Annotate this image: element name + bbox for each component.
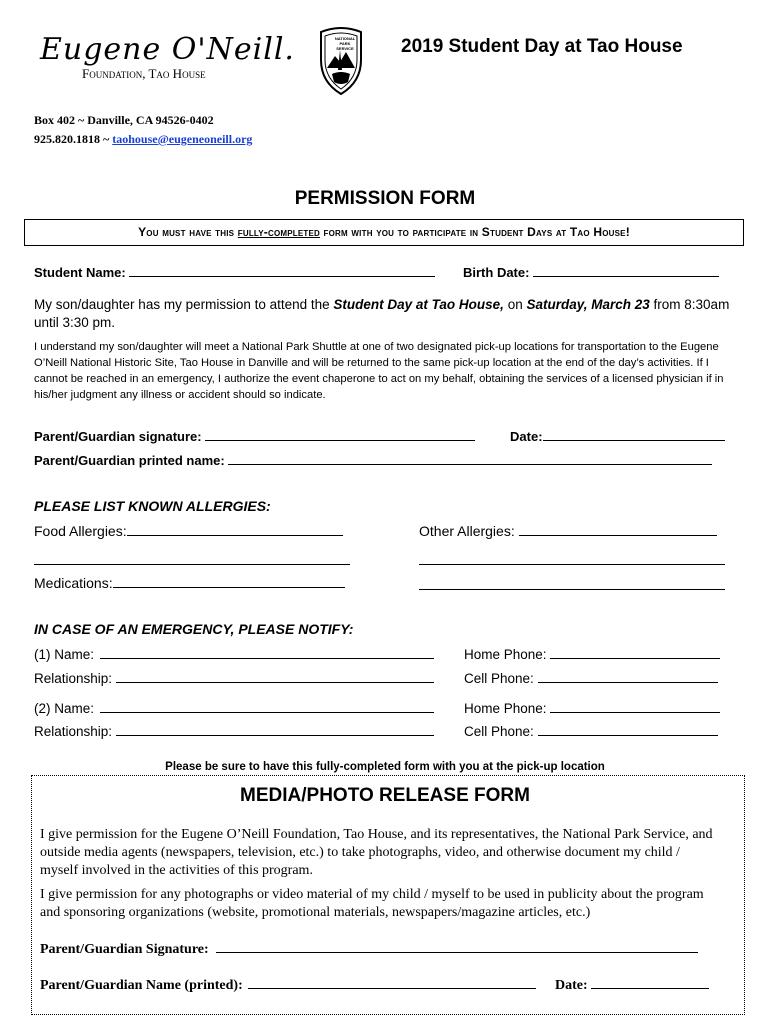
phone-text: 925.820.1818 ~ [34, 132, 113, 146]
consent-post: from 8:30am until 3:30 pm. [34, 297, 730, 330]
guardian-date-row: Date: [510, 428, 725, 444]
contact1-name-field[interactable] [100, 646, 434, 659]
birth-date-field[interactable] [533, 264, 719, 277]
email-link[interactable]: taohouse@eugeneoneill.org [112, 132, 253, 146]
contact2-home-label: Home Phone: [464, 701, 547, 716]
contact1-cell-label: Cell Phone: [464, 671, 534, 686]
nps-arrowhead-icon [318, 26, 364, 96]
understanding-paragraph: I understand my son/daughter will meet a National Park Shuttle at one of two designated pick-up locations for transportation to the Eugene O’Neill National Historic Site, Tao House in Danville and will be returned to the same pick-up location at the end of the day’s activities. If I cannot be reached in an emergency, I authorize the event chaperone to act on my behalf, obtaining the services of a licensed physician if in his/her judgment any illness or accident should so indicate. [34, 341, 724, 401]
food-allergies-label: Food Allergies: [34, 523, 127, 539]
foundation-logo [40, 32, 295, 67]
media-date-row [555, 976, 709, 994]
contact2-name-field[interactable] [100, 700, 434, 713]
address-line: Box 402 ~ Danville, CA 94526-0402 [34, 113, 214, 127]
logo-subtitle-text: Foundation, Tao House [82, 66, 206, 81]
consent-date: Saturday, March 23 [526, 297, 650, 312]
contact1-home-row [464, 646, 720, 662]
consent-mid: on [503, 297, 527, 312]
permission-form-title: PERMISSION FORM [294, 188, 476, 209]
contact2-name-label: (2) Name: [34, 701, 95, 716]
guardian-signature-row: Parent/Guardian signature: [34, 428, 475, 444]
other-allergies-field[interactable] [519, 523, 717, 536]
contact2-relationship-row [34, 723, 434, 739]
consent-pre: My son/daughter has my permission to attend the [34, 297, 334, 312]
banner-text-pre: You must have this [138, 225, 238, 239]
banner-text-emphasis: fully-completed [237, 225, 321, 239]
student-name-label: Student Name [34, 265, 122, 280]
media-release-title: MEDIA/PHOTO RELEASE FORM [240, 785, 530, 806]
allergies-heading: PLEASE LIST KNOWN ALLERGIES: [34, 498, 271, 514]
guardian-printed-field[interactable] [228, 452, 712, 465]
contact-line [34, 132, 252, 147]
student-name-field[interactable] [129, 264, 435, 277]
student-name-row: Student Name: [34, 264, 435, 280]
event-title: 2019 Student Day at Tao House [401, 36, 683, 57]
birth-date-row: Birth Date: [463, 264, 719, 280]
pickup-reminder: Please be sure to have this fully-completed form with you at the pick-up location [165, 761, 605, 773]
banner-text-post: form with you to participate in Student Days at Tao House! [320, 225, 630, 239]
contact2-name-row [34, 700, 434, 716]
contact2-relationship-label: Relationship: [34, 724, 113, 739]
guardian-printed-row: Parent/Guardian printed name: [34, 452, 712, 468]
guardian-date-field[interactable] [543, 428, 725, 441]
contact1-name-label: (1) Name: [34, 647, 95, 662]
consent-event: Student Day at Tao House, [333, 297, 504, 312]
contact2-relationship-field[interactable] [116, 723, 434, 736]
media-name-row [40, 976, 536, 994]
contact2-cell-field[interactable] [538, 723, 718, 736]
media-date-label: Date: [555, 978, 588, 993]
media-signature-label: Parent/Guardian Signature: [40, 942, 209, 957]
food-allergies-line-2[interactable] [34, 564, 350, 565]
guardian-printed-label: Parent/Guardian printed name [34, 453, 221, 468]
logo-wordmark: Eugene O'Neill. [40, 32, 295, 67]
guardian-date-label: Date [510, 429, 539, 444]
logo-subtitle [82, 66, 206, 82]
media-permission-paragraph-2: I give permission for any photographs or video material of my child / myself to be used in publicity about the program and sponsoring organizations (website, promotional materials, newspapers/magazine articles, etc.) [40, 887, 704, 920]
contact2-home-row [464, 700, 720, 716]
contact2-cell-row [464, 723, 718, 739]
nps-text: NATIONAL PARK SERVICE [334, 36, 356, 51]
food-allergies-field[interactable] [127, 523, 343, 536]
contact1-home-label: Home Phone: [464, 647, 547, 662]
birth-date-label: Birth Date [463, 265, 526, 280]
medications-field[interactable] [113, 575, 345, 588]
emergency-heading: IN CASE OF AN EMERGENCY, PLEASE NOTIFY: [34, 621, 354, 637]
media-name-field[interactable] [248, 976, 536, 989]
contact1-home-field[interactable] [550, 646, 720, 659]
medications-label: Medications: [34, 575, 113, 591]
contact1-cell-field[interactable] [538, 670, 718, 683]
other-allergies-line-3[interactable] [419, 589, 725, 590]
requirement-banner [24, 219, 744, 246]
other-allergies-label: Other Allergies: [419, 523, 515, 539]
media-name-label: Parent/Guardian Name (printed): [40, 978, 243, 993]
food-allergies-row [34, 523, 343, 539]
consent-statement [34, 296, 744, 332]
contact1-relationship-row [34, 670, 434, 686]
media-date-field[interactable] [591, 976, 709, 989]
contact1-cell-row [464, 670, 718, 686]
media-permission-paragraph-1: I give permission for the Eugene O’Neill Foundation, Tao House, and its representatives, the National Park Service, and outside media agents (newspapers, television, etc.) to take photographs, video, and otherwise document my child / myself involved in the activities of this program. [40, 827, 713, 878]
contact1-name-row [34, 646, 434, 662]
guardian-signature-label: Parent/Guardian signature [34, 429, 198, 444]
contact2-cell-label: Cell Phone: [464, 724, 534, 739]
contact2-home-field[interactable] [550, 700, 720, 713]
medications-row [34, 575, 345, 591]
guardian-signature-field[interactable] [205, 428, 475, 441]
contact1-relationship-label: Relationship: [34, 671, 113, 686]
media-signature-row [40, 940, 698, 958]
other-allergies-row [419, 523, 717, 539]
media-signature-field[interactable] [216, 940, 698, 953]
other-allergies-line-2[interactable] [419, 564, 725, 565]
contact1-relationship-field[interactable] [116, 670, 434, 683]
